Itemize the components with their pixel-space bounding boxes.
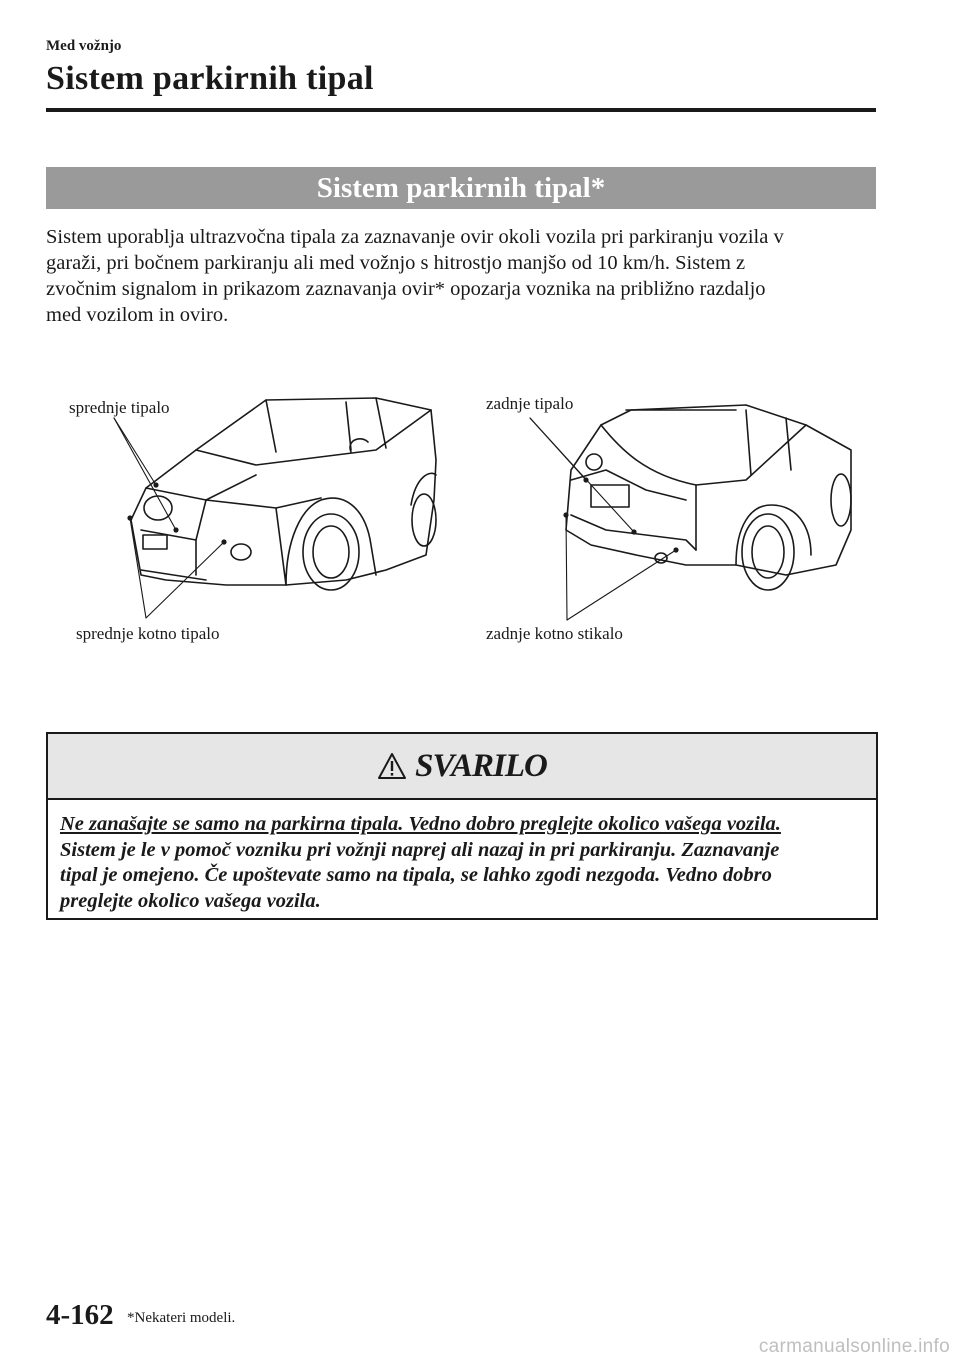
label-rear-sensor: zadnje tipalo — [486, 394, 574, 413]
footnote: *Nekateri modeli. — [127, 1310, 236, 1326]
intro-line: zvočnim signalom in prikazom zaznavanja ovir* opozarja voznika na približno razdaljo — [46, 278, 766, 300]
section-title: Sistem parkirnih tipal* — [46, 167, 876, 209]
warning-icon — [377, 752, 407, 780]
intro-line: med vozilom in oviro. — [46, 304, 229, 326]
warning-line: preglejte okolico vašega vozila. — [60, 889, 321, 912]
rear-car-drawing — [566, 405, 851, 590]
chapter-label: Med vožnjo — [46, 38, 122, 54]
warning-line: Ne zanašajte se samo na parkirna tipala. Vedno dobro preglejte okolico vašega vozila. — [60, 813, 781, 835]
warning-header — [48, 734, 876, 800]
label-rear-corner-sensor: zadnje kotno stikalo — [486, 624, 623, 643]
title-rule — [46, 108, 876, 112]
sensor-figure — [46, 380, 876, 670]
front-car-drawing — [131, 398, 436, 590]
warning-title: SVARILO — [415, 747, 547, 784]
intro-paragraph — [46, 224, 886, 328]
warning-line: Sistem je le v pomoč vozniku pri vožnji naprej ali nazaj in pri parkiranju. Zaznavanje — [60, 838, 780, 861]
label-front-sensor: sprednje tipalo — [69, 398, 170, 417]
intro-line: Sistem uporablja ultrazvočna tipala za zaznavanje ovir okoli vozila pri parkiranju vozila v — [46, 226, 784, 248]
warning-box — [46, 732, 878, 920]
page-number: 4-162 — [46, 1299, 114, 1331]
intro-line: garaži, pri bočnem parkiranju ali med vožnjo s hitrostjo manjšo od 10 km/h. Sistem z — [46, 252, 746, 274]
warning-text — [48, 800, 876, 914]
warning-line: tipal je omejeno. Če upoštevate samo na tipala, se lahko zgodi nezgoda. Vedno dobro — [60, 864, 772, 886]
watermark: carmanualsonline.info — [758, 1336, 950, 1357]
page-title: Sistem parkirnih tipal — [46, 60, 374, 97]
sensor-dots — [127, 477, 678, 552]
label-front-corner-sensor: sprednje kotno tipalo — [76, 624, 220, 643]
